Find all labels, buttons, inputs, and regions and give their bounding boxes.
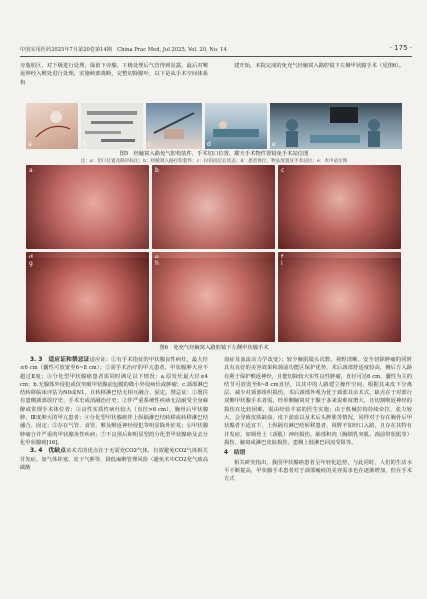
bottom-right-column	[224, 356, 412, 483]
fig6-photo-c	[278, 165, 401, 249]
top-right-paragraph: 建开始，本院完成的免充气经腋窝入路腔镜下左侧甲状腺手术（见图6）。	[234, 63, 405, 69]
header-rule	[20, 56, 412, 57]
fig5-panel-label: e	[272, 141, 276, 148]
figure-5-caption: 图5 经腋窝入路免气腔构装件，手术切口位置、耀天手术物件置镜免手术站位图	[119, 151, 309, 157]
section-4-heading: 4 结语	[224, 450, 246, 457]
figure-5-note: 注：a：切口位置及路径标注；b：经腋窝入路拉钩套件；c：拉钩固定后状态；d：患者体位、物品放置及手术站位；e：术中站位图	[80, 159, 348, 164]
fig5-photo-e	[270, 103, 402, 149]
section-3-3-heading: 3. 3 适应证和禁忌证	[30, 357, 90, 363]
section-3-3-text: 适应证：①有手术指征的甲状腺良性病灶，最大径≤6 cm（囊性可放宽至6~8 cm）；②需手术治疗的甲亢患者，甲状腺肿大应不超过Ⅱ度；③分化型甲状腺癌患者需同时满足以下情况：a.原发灶最大径≤4 cm；b.无腺体外侵犯或仅突破甲状腺前包膜的微小外侵病灶或肿瘤；c.颈部淋巴结转移临床评估为N0或N1，且转移淋巴结无相互融合、固定。禁忌证：①既往有患侧颈部放疗史、手术史或消融治疗史；②伴严重系统性疾病无法耐受全身麻醉或常规手术体位者；③良性实质性病灶较大（直径>6 cm），胸骨后甲状腺肿，Ⅲ度肿大的甲亢患者；④分化型甲状腺癌伴上纵隔淋巴结转移或转移淋巴结融合、固定；⑤存在气管、食管、喉及喉返神经侵犯等明显除外征兆；⑥甲状腺肿瘤合并严重的甲状腺炎性疾病；⑦不良预后和明显型的分化型甲状腺癌及去分化甲状腺癌[16]。	[20, 357, 208, 446]
fig6-photo-h	[152, 258, 275, 342]
fig5-photo-d	[205, 103, 267, 149]
fig5-panel-label: c	[148, 141, 152, 148]
fig5-panel-label: a	[28, 141, 32, 148]
fig5-photo-b	[81, 103, 143, 149]
fig6-panel-label: g	[29, 260, 33, 267]
fig5-photo-a	[26, 103, 78, 149]
fig6-panel-label: c	[281, 167, 285, 174]
operating-room-sketch	[270, 103, 402, 149]
section-3-4-heading: 3. 4 优缺点	[30, 448, 66, 455]
fig6-photo-i	[278, 258, 401, 342]
retractor-kit-sketch	[81, 103, 143, 149]
journal-citation: 中国实用医药2025年7月第20卷第14期 China Prac Med, Jul 2025, Vol. 20, No. 14	[20, 47, 227, 53]
section-4-text: 相关研究指出，我国甲状腺癌患者呈年轻化趋势，与此同时，人们的生活水平不断提高，甲状腺手术患者对于颈部瘢痕的美容需求也在逐渐增加，但在手术方式	[224, 459, 412, 483]
fig6-panel-label: b	[155, 167, 159, 174]
fixed-retractor-sketch	[146, 103, 202, 149]
figure-6-caption: 图6 免充气经腋窝入路腔镜下左侧甲状腺手术	[159, 345, 269, 351]
fig6-photo-a	[26, 165, 149, 249]
fig6-panel-label: i	[281, 260, 283, 267]
fig6-photo-g	[26, 258, 149, 342]
fig6-photo-b	[152, 165, 275, 249]
figure-6-grid-row3	[26, 258, 401, 342]
fig6-panel-label: h	[155, 260, 159, 267]
patient-position-sketch	[205, 103, 267, 149]
running-header	[20, 44, 412, 56]
right-column-text: 血症及血流动力学改变）；较少腋肌镜头次数，视野清晰、安全切除肿瘤的同时具有良好的美容效果和颈前功能区保护优势，术后颈部舒适度较高，侧后方入路有利于保护喉返神经，且能切除较大实性良性肿瘤，直径可达6 cm，囊性为主的结节可放宽至6~8 cm直径，以其中的人路建立操作空间，根据其来皮下分离层，减少对颈部组织损伤，术后颈部外观为优于颈部其余术式。缺点在于对部行双侧甲状腺手术者需，经单侧腋窝对于腺于多来说难度增大，且切割喉返神经的损伤在比较困难，需由经验丰富的医生实施；由于机械拉钩持续牵拉，张力较大，会导致皮肤缺血，皮下淤血以及术后头肿胀等情况，同样对于存在胸骨后甲状腺者不适宜下、上纵隔有淋巴结转移患者，视野不如经口入路，且存在其特有并发症，如锁骨上（颈肌）神经损伤、肺部积肉（胸锁乳突肌、颈前带状肌等）损伤、腋窝或淋巴皮肤损伤，患侧上肢淋巴回流受阻等。	[224, 357, 412, 446]
bottom-left-column	[20, 356, 208, 472]
fig5-panel-label: d	[207, 141, 211, 148]
top-left-paragraph: 旁脂肪区，对下级进行处理，保留下旁腺，下极处理后气管得到显露，最后对喉返神经入喉处进行处理，实施峡部离断，完整切除腺叶，以下是从手术空间体系构	[20, 63, 208, 86]
page-number: · 175 ·	[389, 44, 412, 52]
section-3-4-text: 该术式的优点在于无需充CO2气体，有效避免CO2气体相关并发症，如气体栓塞、皮下气肿等，降低麻醉管理风险（避免术中CO2充气致高碳酸	[20, 448, 208, 471]
fig5-panel-label: b	[83, 141, 87, 148]
incision-sketch	[26, 103, 78, 149]
fig6-panel-label: a	[29, 167, 33, 174]
fig5-photo-c	[146, 103, 202, 149]
